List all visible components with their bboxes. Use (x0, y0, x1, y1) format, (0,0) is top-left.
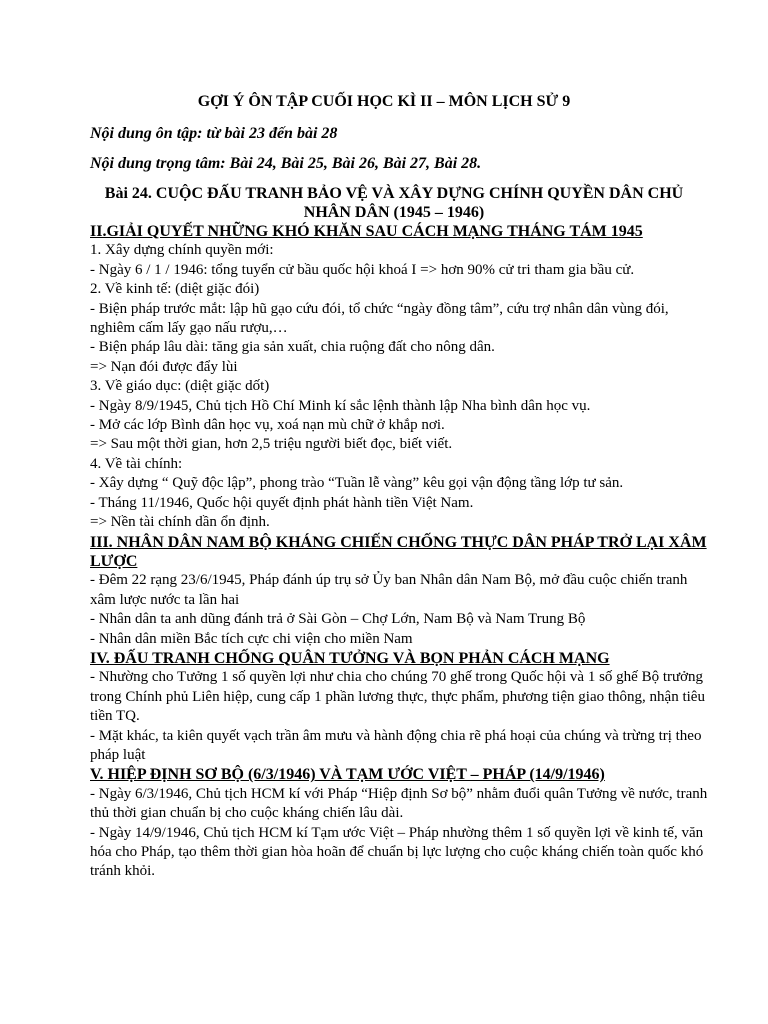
paragraph: - Mặt khác, ta kiên quyết vạch trần âm mưu và hành động chia rẽ phá hoại của chúng và trừng trị theo pháp luật (90, 727, 702, 763)
paragraph: - Ngày 6/3/1946, Chủ tịch HCM kí với Pháp “Hiệp định Sơ bộ” nhằm đuổi quân Tưởng về nước, tranh thủ thời gian chuẩn bị cho cuộc kháng chiến lâu dài. (90, 785, 708, 822)
document-title: GỢI Ý ÔN TẬP CUỐI HỌC KÌ II – MÔN LỊCH SỬ 9 (197, 93, 571, 110)
paragraph: - Mở các lớp Bình dân học vụ, xoá nạn mù chữ ở khắp nơi. (90, 417, 445, 434)
paragraph: - Xây dựng “ Quỹ độc lập”, phong trào “Tuần lễ vàng” kêu gọi vận động tầng lớp tư sản. (90, 475, 624, 492)
section-heading-5: V. HIỆP ĐỊNH SƠ BỘ (6/3/1946) VÀ TẠM ƯỚC VIỆT – PHÁP (14/9/1946) (90, 766, 605, 784)
review-scope: Nội dung ôn tập: từ bài 23 đến bài 28 (90, 125, 338, 142)
paragraph: => Sau một thời gian, hơn 2,5 triệu người biết đọc, biết viết. (90, 436, 453, 453)
paragraph: - Ngày 14/9/1946, Chủ tịch HCM kí Tạm ước Việt – Pháp nhường thêm 1 số quyền lợi về kinh tế, văn hóa cho Pháp, tạo thêm thời gian hòa hoãn để chuẩn bị lực lượng cho cuộc kháng chiến toàn quốc khó tránh khỏi. (90, 824, 704, 880)
paragraph: 3. Về giáo dục: (diệt giặc dốt) (90, 378, 270, 395)
paragraph: => Nền tài chính dần ổn định. (90, 514, 270, 531)
paragraph: - Nhường cho Tưởng 1 số quyền lợi như chia cho chúng 70 ghế trong Quốc hội và 1 số ghế Bộ trưởng trong Chính phủ Liên hiệp, cung cấp 1 phần lương thực, thực phẩm, phương tiện giao thông, nhận tiêu tiền TQ. (90, 669, 705, 725)
paragraph: - Ngày 6 / 1 / 1946: tổng tuyển cử bầu quốc hội khoá I => hơn 90% cử tri tham gia bầu cử. (90, 261, 635, 278)
paragraph: - Nhân dân miền Bắc tích cực chi viện cho miền Nam (90, 630, 413, 647)
section-heading-4: IV. ĐẤU TRANH CHỐNG QUÂN TƯỞNG VÀ BỌN PHẢN CÁCH MẠNG (90, 649, 610, 667)
review-focus: Nội dung trọng tâm: Bài 24, Bài 25, Bài 26, Bài 27, Bài 28. (90, 155, 482, 172)
section-heading-3: III. NHÂN DÂN NAM BỘ KHÁNG CHIẾN CHỐNG THỰC DÂN PHÁP TRỞ LẠI XÂM LƯỢC (90, 533, 707, 570)
paragraph: 4. Về tài chính: (90, 455, 183, 472)
lesson-title: Bài 24. CUỘC ĐẤU TRANH BẢO VỆ VÀ XÂY DỰNG CHÍNH QUYỀN DÂN CHỦ NHÂN DÂN (1945 – 1946) (104, 185, 684, 221)
paragraph: 2. Về kinh tế: (diệt giặc đói) (90, 281, 260, 298)
document-content (90, 222, 710, 882)
paragraph: - Nhân dân ta anh dũng đánh trả ở Sài Gòn – Chợ Lớn, Nam Bộ và Nam Trung Bộ (90, 611, 586, 628)
paragraph: - Ngày 8/9/1945, Chủ tịch Hồ Chí Minh kí sắc lệnh thành lập Nha bình dân học vụ. (90, 397, 591, 414)
paragraph: => Nạn đói được đẩy lùi (90, 358, 238, 375)
paragraph: - Biện pháp lâu dài: tăng gia sản xuất, chia ruộng đất cho nông dân. (90, 339, 495, 356)
paragraph: 1. Xây dựng chính quyền mới: (90, 242, 274, 259)
section-heading-2: II.GIẢI QUYẾT NHỮNG KHÓ KHĂN SAU CÁCH MẠNG THÁNG TÁM 1945 (90, 223, 643, 240)
paragraph: - Tháng 11/1946, Quốc hội quyết định phát hành tiền Việt Nam. (90, 494, 474, 511)
paragraph: - Biện pháp trước mắt: lập hũ gạo cứu đói, tổ chức “ngày đồng tâm”, cứu trợ nhân dân vùng đói, nghiêm cấm lấy gạo nấu rượu,… (90, 300, 669, 337)
paragraph: - Đêm 22 rạng 23/6/1945, Pháp đánh úp trụ sở Ủy ban Nhân dân Nam Bộ, mở đầu cuộc chiến tranh xâm lược nước ta lần hai (90, 572, 688, 608)
